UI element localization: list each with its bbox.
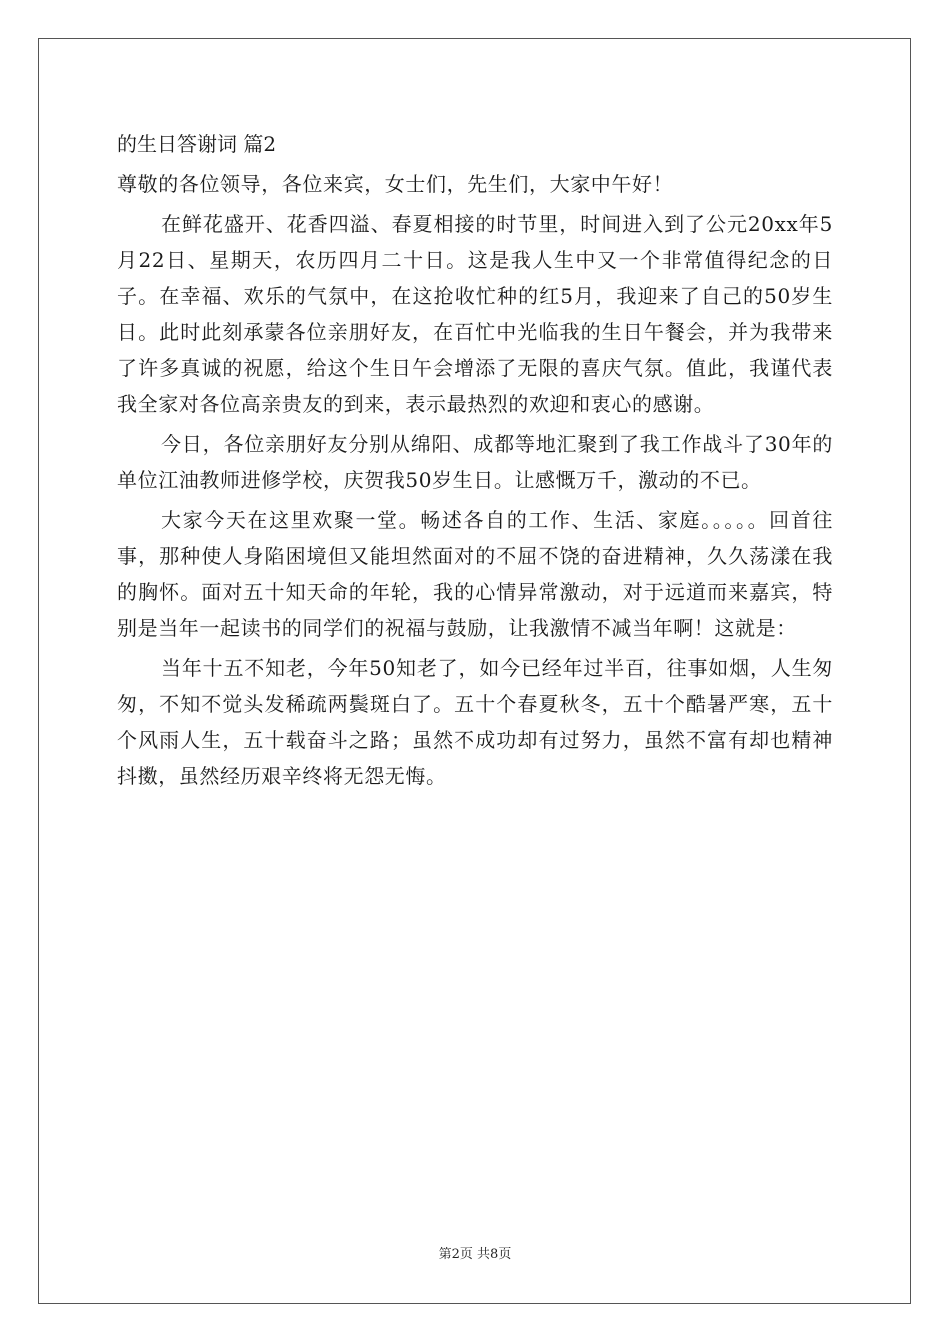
greeting-paragraph: 尊敬的各位领导，各位来宾，女士们，先生们，大家中午好！ — [117, 172, 674, 196]
body-paragraph: 当年十五不知老，今年50知老了，如今已经年过半百，往事如烟，人生匆匆，不知不觉头发稀疏两鬓斑白了。五十个春夏秋冬，五十个酷暑严寒，五十个风雨人生，五十载奋斗之路；虽然不成功却有过努力，虽然不富有却也精神抖擞，虽然经历艰辛终将无怨无悔。 — [117, 656, 833, 788]
document-body — [117, 128, 833, 794]
body-paragraph: 今日，各位亲朋好友分别从绵阳、成都等地汇聚到了我工作战斗了30年的单位江油教师进修学校，庆贺我50岁生日。让感慨万千，激动的不已。 — [117, 432, 833, 492]
page-footer: 第2页 共8页 — [438, 1247, 512, 1262]
body-paragraph: 在鲜花盛开、花香四溢、春夏相接的时节里，时间进入到了公元20xx年5月22日、星期天，农历四月二十日。这是我人生中又一个非常值得纪念的日子。在幸福、欢乐的气氛中，在这抢收忙种的红5月，我迎来了自己的50岁生日。此时此刻承蒙各位亲朋好友，在百忙中光临我的生日午餐会，并为我带来了许多真诚的祝愿，给这个生日午会增添了无限的喜庆气氛。值此，我谨代表我全家对各位高亲贵友的到来，表示最热烈的欢迎和衷心的感谢。 — [117, 212, 833, 416]
body-paragraph: 大家今天在这里欢聚一堂。畅述各自的工作、生活、家庭。。。。。回首往事，那种使人身陷困境但又能坦然面对的不屈不饶的奋进精神，久久荡漾在我的胸怀。面对五十知天命的年轮，我的心情异常激动，对于远道而来嘉宾，特别是当年一起读书的同学们的祝福与鼓励，让我激情不减当年啊！这就是： — [117, 508, 833, 640]
section-title: 的生日答谢词 篇2 — [117, 132, 277, 156]
